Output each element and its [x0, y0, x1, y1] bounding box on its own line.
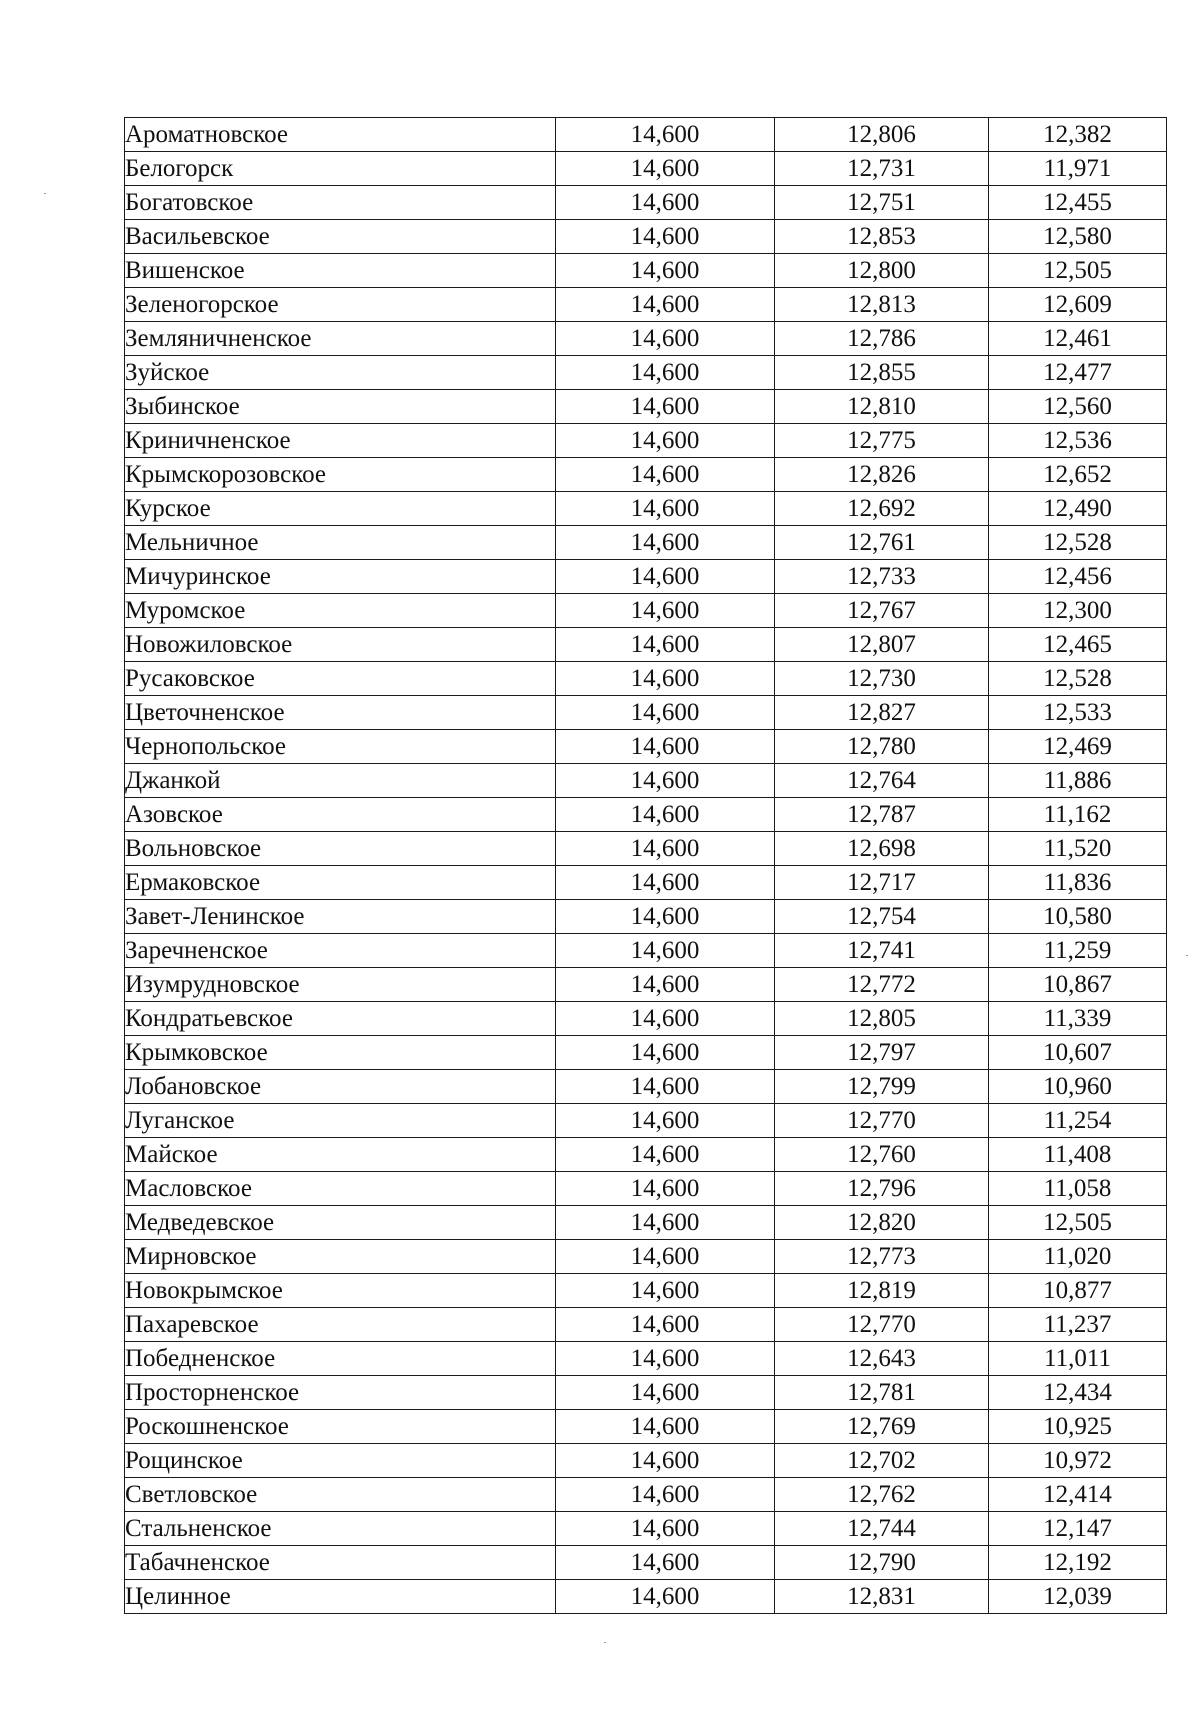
value-col-1-cell: 14,600 — [556, 1376, 775, 1410]
settlement-name-cell: Курское — [125, 492, 556, 526]
scan-speck — [44, 193, 46, 194]
table-row — [125, 1546, 1167, 1580]
value-col-2-cell: 12,769 — [775, 1410, 989, 1444]
value-col-3-cell: 10,925 — [989, 1410, 1167, 1444]
value-col-2-cell: 12,775 — [775, 424, 989, 458]
value-col-2-cell: 12,800 — [775, 254, 989, 288]
value-col-1-cell: 14,600 — [556, 322, 775, 356]
settlement-name-cell: Роскошненское — [125, 1410, 556, 1444]
value-col-2-cell: 12,730 — [775, 662, 989, 696]
value-col-2-cell: 12,831 — [775, 1580, 989, 1614]
value-col-2-cell: 12,764 — [775, 764, 989, 798]
value-col-1-cell: 14,600 — [556, 1444, 775, 1478]
value-col-3-cell: 12,382 — [989, 118, 1167, 152]
value-col-1-cell: 14,600 — [556, 458, 775, 492]
value-col-2-cell: 12,731 — [775, 152, 989, 186]
settlement-name-cell: Луганское — [125, 1104, 556, 1138]
table-row — [125, 356, 1167, 390]
value-col-2-cell: 12,643 — [775, 1342, 989, 1376]
settlement-name-cell: Целинное — [125, 1580, 556, 1614]
value-col-3-cell: 10,972 — [989, 1444, 1167, 1478]
table-row — [125, 662, 1167, 696]
value-col-3-cell: 12,455 — [989, 186, 1167, 220]
value-col-3-cell: 12,533 — [989, 696, 1167, 730]
value-col-1-cell: 14,600 — [556, 866, 775, 900]
value-col-2-cell: 12,733 — [775, 560, 989, 594]
settlement-name-cell: Крымскорозовское — [125, 458, 556, 492]
table-row — [125, 1240, 1167, 1274]
value-col-3-cell: 11,020 — [989, 1240, 1167, 1274]
value-col-1-cell: 14,600 — [556, 1036, 775, 1070]
value-col-1-cell: 14,600 — [556, 1070, 775, 1104]
table-row — [125, 1206, 1167, 1240]
settlement-name-cell: Новокрымское — [125, 1274, 556, 1308]
value-col-3-cell: 11,237 — [989, 1308, 1167, 1342]
table-row — [125, 1580, 1167, 1614]
value-col-3-cell: 12,147 — [989, 1512, 1167, 1546]
table-row — [125, 390, 1167, 424]
value-col-2-cell: 12,760 — [775, 1138, 989, 1172]
table-row — [125, 1274, 1167, 1308]
value-col-3-cell: 11,259 — [989, 934, 1167, 968]
value-col-2-cell: 12,762 — [775, 1478, 989, 1512]
table-row — [125, 798, 1167, 832]
settlement-name-cell: Заречненское — [125, 934, 556, 968]
value-col-1-cell: 14,600 — [556, 1342, 775, 1376]
table-row — [125, 526, 1167, 560]
value-col-1-cell: 14,600 — [556, 492, 775, 526]
settlements-table — [124, 117, 1167, 1614]
table-row — [125, 220, 1167, 254]
value-col-1-cell: 14,600 — [556, 560, 775, 594]
settlement-name-cell: Завет-Ленинское — [125, 900, 556, 934]
table-row — [125, 1036, 1167, 1070]
value-col-1-cell: 14,600 — [556, 1206, 775, 1240]
value-col-1-cell: 14,600 — [556, 968, 775, 1002]
value-col-2-cell: 12,819 — [775, 1274, 989, 1308]
value-col-2-cell: 12,796 — [775, 1172, 989, 1206]
table-row — [125, 1478, 1167, 1512]
value-col-3-cell: 11,971 — [989, 152, 1167, 186]
settlement-name-cell: Просторненское — [125, 1376, 556, 1410]
value-col-2-cell: 12,780 — [775, 730, 989, 764]
value-col-3-cell: 12,039 — [989, 1580, 1167, 1614]
settlement-name-cell: Криничненское — [125, 424, 556, 458]
value-col-3-cell: 11,254 — [989, 1104, 1167, 1138]
table-row — [125, 322, 1167, 356]
settlement-name-cell: Джанкой — [125, 764, 556, 798]
value-col-2-cell: 12,806 — [775, 118, 989, 152]
table-row — [125, 594, 1167, 628]
value-col-3-cell: 12,609 — [989, 288, 1167, 322]
settlement-name-cell: Земляничненское — [125, 322, 556, 356]
settlement-name-cell: Чернопольское — [125, 730, 556, 764]
table-row — [125, 730, 1167, 764]
table-row — [125, 118, 1167, 152]
value-col-3-cell: 12,469 — [989, 730, 1167, 764]
table-row — [125, 1172, 1167, 1206]
value-col-1-cell: 14,600 — [556, 730, 775, 764]
value-col-3-cell: 12,652 — [989, 458, 1167, 492]
value-col-3-cell: 12,528 — [989, 662, 1167, 696]
settlement-name-cell: Лобановское — [125, 1070, 556, 1104]
settlement-name-cell: Зуйское — [125, 356, 556, 390]
table-row — [125, 288, 1167, 322]
value-col-2-cell: 12,744 — [775, 1512, 989, 1546]
value-col-3-cell: 12,580 — [989, 220, 1167, 254]
table-row — [125, 934, 1167, 968]
value-col-1-cell: 14,600 — [556, 152, 775, 186]
table-row — [125, 1002, 1167, 1036]
value-col-3-cell: 11,886 — [989, 764, 1167, 798]
value-col-1-cell: 14,600 — [556, 1512, 775, 1546]
settlement-name-cell: Русаковское — [125, 662, 556, 696]
table-row — [125, 186, 1167, 220]
value-col-3-cell: 10,580 — [989, 900, 1167, 934]
settlement-name-cell: Ароматновское — [125, 118, 556, 152]
value-col-1-cell: 14,600 — [556, 798, 775, 832]
value-col-2-cell: 12,807 — [775, 628, 989, 662]
value-col-2-cell: 12,692 — [775, 492, 989, 526]
table-row — [125, 1410, 1167, 1444]
value-col-2-cell: 12,698 — [775, 832, 989, 866]
value-col-1-cell: 14,600 — [556, 526, 775, 560]
value-col-2-cell: 12,773 — [775, 1240, 989, 1274]
value-col-1-cell: 14,600 — [556, 220, 775, 254]
value-col-2-cell: 12,787 — [775, 798, 989, 832]
value-col-2-cell: 12,751 — [775, 186, 989, 220]
value-col-1-cell: 14,600 — [556, 390, 775, 424]
value-col-2-cell: 12,786 — [775, 322, 989, 356]
settlement-name-cell: Мичуринское — [125, 560, 556, 594]
value-col-1-cell: 14,600 — [556, 594, 775, 628]
value-col-1-cell: 14,600 — [556, 1546, 775, 1580]
table-row — [125, 628, 1167, 662]
value-col-1-cell: 14,600 — [556, 186, 775, 220]
table-row — [125, 1376, 1167, 1410]
table-row — [125, 1444, 1167, 1478]
value-col-3-cell: 11,058 — [989, 1172, 1167, 1206]
value-col-3-cell: 12,560 — [989, 390, 1167, 424]
value-col-3-cell: 11,836 — [989, 866, 1167, 900]
settlement-name-cell: Цветочненское — [125, 696, 556, 730]
value-col-1-cell: 14,600 — [556, 764, 775, 798]
table-row — [125, 560, 1167, 594]
value-col-3-cell: 10,877 — [989, 1274, 1167, 1308]
settlement-name-cell: Стальненское — [125, 1512, 556, 1546]
value-col-1-cell: 14,600 — [556, 900, 775, 934]
settlement-name-cell: Майское — [125, 1138, 556, 1172]
value-col-2-cell: 12,702 — [775, 1444, 989, 1478]
table-row — [125, 1342, 1167, 1376]
settlement-name-cell: Кондратьевское — [125, 1002, 556, 1036]
settlement-name-cell: Крымковское — [125, 1036, 556, 1070]
value-col-3-cell: 11,162 — [989, 798, 1167, 832]
value-col-2-cell: 12,790 — [775, 1546, 989, 1580]
value-col-1-cell: 14,600 — [556, 288, 775, 322]
value-col-1-cell: 14,600 — [556, 1104, 775, 1138]
value-col-3-cell: 12,461 — [989, 322, 1167, 356]
value-col-2-cell: 12,797 — [775, 1036, 989, 1070]
value-col-3-cell: 10,960 — [989, 1070, 1167, 1104]
value-col-1-cell: 14,600 — [556, 1308, 775, 1342]
table-row — [125, 492, 1167, 526]
value-col-1-cell: 14,600 — [556, 1580, 775, 1614]
table-row — [125, 152, 1167, 186]
value-col-1-cell: 14,600 — [556, 832, 775, 866]
table-row — [125, 1308, 1167, 1342]
value-col-1-cell: 14,600 — [556, 662, 775, 696]
settlement-name-cell: Вишенское — [125, 254, 556, 288]
value-col-3-cell: 11,011 — [989, 1342, 1167, 1376]
value-col-1-cell: 14,600 — [556, 424, 775, 458]
table-row — [125, 832, 1167, 866]
value-col-1-cell: 14,600 — [556, 1002, 775, 1036]
settlement-name-cell: Мельничное — [125, 526, 556, 560]
value-col-3-cell: 12,505 — [989, 1206, 1167, 1240]
value-col-2-cell: 12,805 — [775, 1002, 989, 1036]
table-row — [125, 1138, 1167, 1172]
settlement-name-cell: Светловское — [125, 1478, 556, 1512]
value-col-3-cell: 12,465 — [989, 628, 1167, 662]
settlement-name-cell: Изумрудновское — [125, 968, 556, 1002]
value-col-2-cell: 12,767 — [775, 594, 989, 628]
settlement-name-cell: Рощинское — [125, 1444, 556, 1478]
value-col-1-cell: 14,600 — [556, 1240, 775, 1274]
value-col-2-cell: 12,799 — [775, 1070, 989, 1104]
settlement-name-cell: Новожиловское — [125, 628, 556, 662]
table-row — [125, 764, 1167, 798]
value-col-3-cell: 12,477 — [989, 356, 1167, 390]
value-col-3-cell: 12,505 — [989, 254, 1167, 288]
settlement-name-cell: Победненское — [125, 1342, 556, 1376]
value-col-3-cell: 12,528 — [989, 526, 1167, 560]
scan-speck — [604, 1642, 606, 1643]
value-col-2-cell: 12,813 — [775, 288, 989, 322]
table-row — [125, 424, 1167, 458]
value-col-1-cell: 14,600 — [556, 118, 775, 152]
value-col-3-cell: 12,456 — [989, 560, 1167, 594]
value-col-1-cell: 14,600 — [556, 1274, 775, 1308]
settlement-name-cell: Белогорск — [125, 152, 556, 186]
value-col-1-cell: 14,600 — [556, 934, 775, 968]
settlement-name-cell: Медведевское — [125, 1206, 556, 1240]
value-col-2-cell: 12,781 — [775, 1376, 989, 1410]
value-col-1-cell: 14,600 — [556, 1478, 775, 1512]
value-col-3-cell: 12,536 — [989, 424, 1167, 458]
table-row — [125, 1512, 1167, 1546]
settlement-name-cell: Масловское — [125, 1172, 556, 1206]
value-col-2-cell: 12,826 — [775, 458, 989, 492]
value-col-3-cell: 10,607 — [989, 1036, 1167, 1070]
table-body — [125, 118, 1167, 1614]
scan-speck — [1186, 955, 1188, 956]
value-col-3-cell: 12,300 — [989, 594, 1167, 628]
value-col-2-cell: 12,761 — [775, 526, 989, 560]
value-col-3-cell: 12,414 — [989, 1478, 1167, 1512]
value-col-1-cell: 14,600 — [556, 356, 775, 390]
value-col-2-cell: 12,741 — [775, 934, 989, 968]
value-col-3-cell: 12,434 — [989, 1376, 1167, 1410]
settlement-name-cell: Зыбинское — [125, 390, 556, 424]
value-col-3-cell: 11,520 — [989, 832, 1167, 866]
value-col-2-cell: 12,754 — [775, 900, 989, 934]
value-col-2-cell: 12,820 — [775, 1206, 989, 1240]
value-col-2-cell: 12,772 — [775, 968, 989, 1002]
settlement-name-cell: Вольновское — [125, 832, 556, 866]
settlement-name-cell: Пахаревское — [125, 1308, 556, 1342]
settlement-name-cell: Васильевское — [125, 220, 556, 254]
settlement-name-cell: Зеленогорское — [125, 288, 556, 322]
value-col-1-cell: 14,600 — [556, 254, 775, 288]
settlement-name-cell: Азовское — [125, 798, 556, 832]
value-col-2-cell: 12,770 — [775, 1104, 989, 1138]
value-col-2-cell: 12,810 — [775, 390, 989, 424]
table-row — [125, 968, 1167, 1002]
settlement-name-cell: Муромское — [125, 594, 556, 628]
value-col-2-cell: 12,717 — [775, 866, 989, 900]
value-col-3-cell: 10,867 — [989, 968, 1167, 1002]
value-col-1-cell: 14,600 — [556, 1410, 775, 1444]
value-col-3-cell: 11,408 — [989, 1138, 1167, 1172]
table-row — [125, 458, 1167, 492]
value-col-2-cell: 12,770 — [775, 1308, 989, 1342]
table-row — [125, 1104, 1167, 1138]
value-col-3-cell: 12,490 — [989, 492, 1167, 526]
table-row — [125, 1070, 1167, 1104]
table-row — [125, 254, 1167, 288]
settlement-name-cell: Мирновское — [125, 1240, 556, 1274]
table-row — [125, 696, 1167, 730]
settlement-name-cell: Ермаковское — [125, 866, 556, 900]
value-col-1-cell: 14,600 — [556, 1172, 775, 1206]
settlement-name-cell: Богатовское — [125, 186, 556, 220]
value-col-3-cell: 12,192 — [989, 1546, 1167, 1580]
value-col-1-cell: 14,600 — [556, 1138, 775, 1172]
value-col-2-cell: 12,853 — [775, 220, 989, 254]
value-col-3-cell: 11,339 — [989, 1002, 1167, 1036]
table-row — [125, 900, 1167, 934]
value-col-2-cell: 12,855 — [775, 356, 989, 390]
value-col-1-cell: 14,600 — [556, 628, 775, 662]
settlement-name-cell: Табачненское — [125, 1546, 556, 1580]
table-row — [125, 866, 1167, 900]
value-col-1-cell: 14,600 — [556, 696, 775, 730]
value-col-2-cell: 12,827 — [775, 696, 989, 730]
